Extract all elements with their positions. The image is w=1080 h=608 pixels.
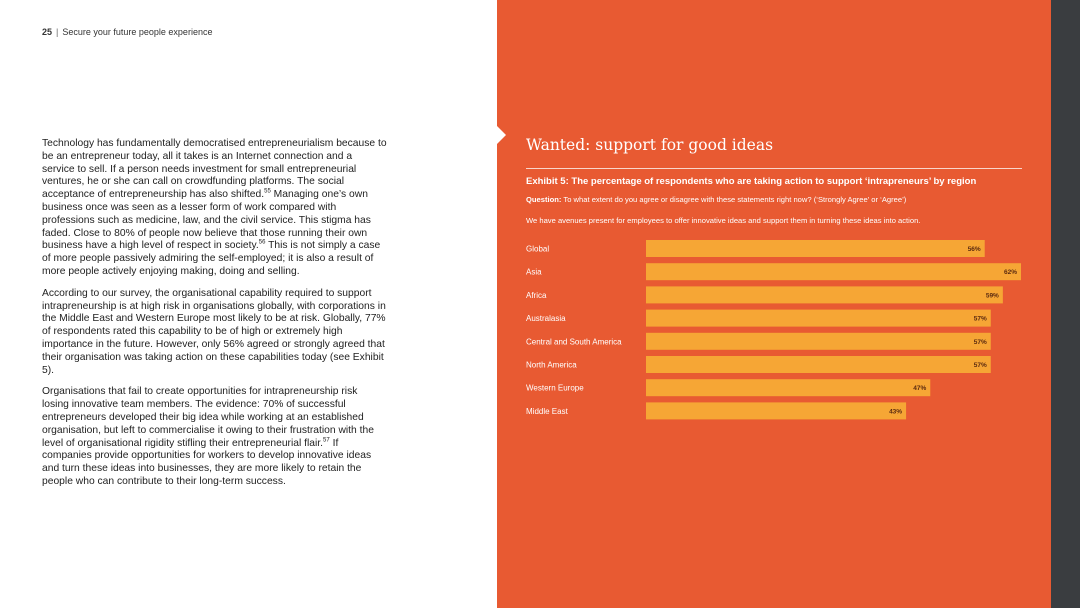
category-label: Western Europe [526,383,584,393]
question-label: Question: [526,195,562,204]
footnote-ref-57: 57 [323,437,330,444]
paragraph-2: According to our survey, the organisational capability required to support intrapreneurship is at high risk in organisations globally, with corporations in the Middle East and Western Europe most likely to be at risk. Globally, 77% of respondents rated this capability to be of high or extremely high importance in the future. However, only 56% agreed or strongly agreed that their organisation was taking action on these capabilities today (see Exhibit 5). [42,287,386,376]
value-label: 62% [1003,269,1017,277]
survey-statement: We have avenues present for employees to offer innovative ideas and support them in turning these ideas into action. [526,216,921,225]
value-label: 43% [889,408,903,416]
value-label: 47% [913,385,927,393]
value-label: 57% [973,362,987,369]
footnote-ref-55: 55 [264,188,271,195]
panel-title: Wanted: support for good ideas [526,136,774,154]
category-label: Africa [526,290,547,300]
p1-part-a: Technology has fundamentally democratised entrepreneurialism because to be an entrepreneur today, all it takes is an Internet connection and a service to sell. If a person needs investment for small entrepreneurial ventures, he or she can call on crowdfunding platforms. The social acceptance of entrepreneurship has also shifted. [42,138,387,201]
bar [646,263,1021,280]
p3-part-b: If companies provide opportunities for workers to develop innovative ideas and turn these ideas into businesses, they are more likely to retain the people who can contribute to their long-term success. [42,437,372,487]
header-title: Secure your future people experience [62,27,213,37]
value-label: 57% [973,338,987,346]
page-number: 25 [42,27,53,37]
value-label: 56% [967,246,981,253]
category-label: Middle East [526,406,568,416]
bar [646,310,991,327]
p1-part-c: This is not simply a case of more people passively admiring the self-employed; it is also a result of more people actively enjoying making, doing and selling. [42,240,381,277]
category-label: Asia [526,267,542,277]
bar [646,286,1003,303]
category-label: Global [526,244,550,254]
exhibit-caption: Exhibit 5: The percentage of respondents who are taking action to support ‘intrapreneurs’ by region [526,176,977,187]
value-label: 59% [985,292,999,300]
bar [646,356,991,373]
p1-part-b: Managing one’s own business once was seen as a lesser form of work compared with professions such as medicine, law, and the civil service. This stigma has faded. Close to 80% of people now believe that those running their own business have a high level of respect in society. [42,189,371,252]
bar [646,333,991,350]
question-text: To what extent do you agree or disagree with these statements right now? (‘Strongly Agree’ or ‘Agree’) [561,195,907,204]
bar [646,240,985,257]
footnote-ref-56: 56 [258,239,266,246]
p3-part-a: Organisations that fail to create opportunities for intrapreneurship risk losing innovative team members. The evidence: 70% of successful entrepreneurs developed their big idea while working at an established organisation, but left to commercialise it owing to their frustration with the level of organisational rigidity stifling their entrepreneurial flair. [42,386,374,449]
category-label: Central and South America [526,337,622,347]
bar [646,379,930,396]
category-label: North America [526,360,577,370]
bar [646,402,906,419]
category-label: Australasia [526,314,566,324]
value-label: 57% [973,315,987,323]
header-separator: | [56,27,59,37]
